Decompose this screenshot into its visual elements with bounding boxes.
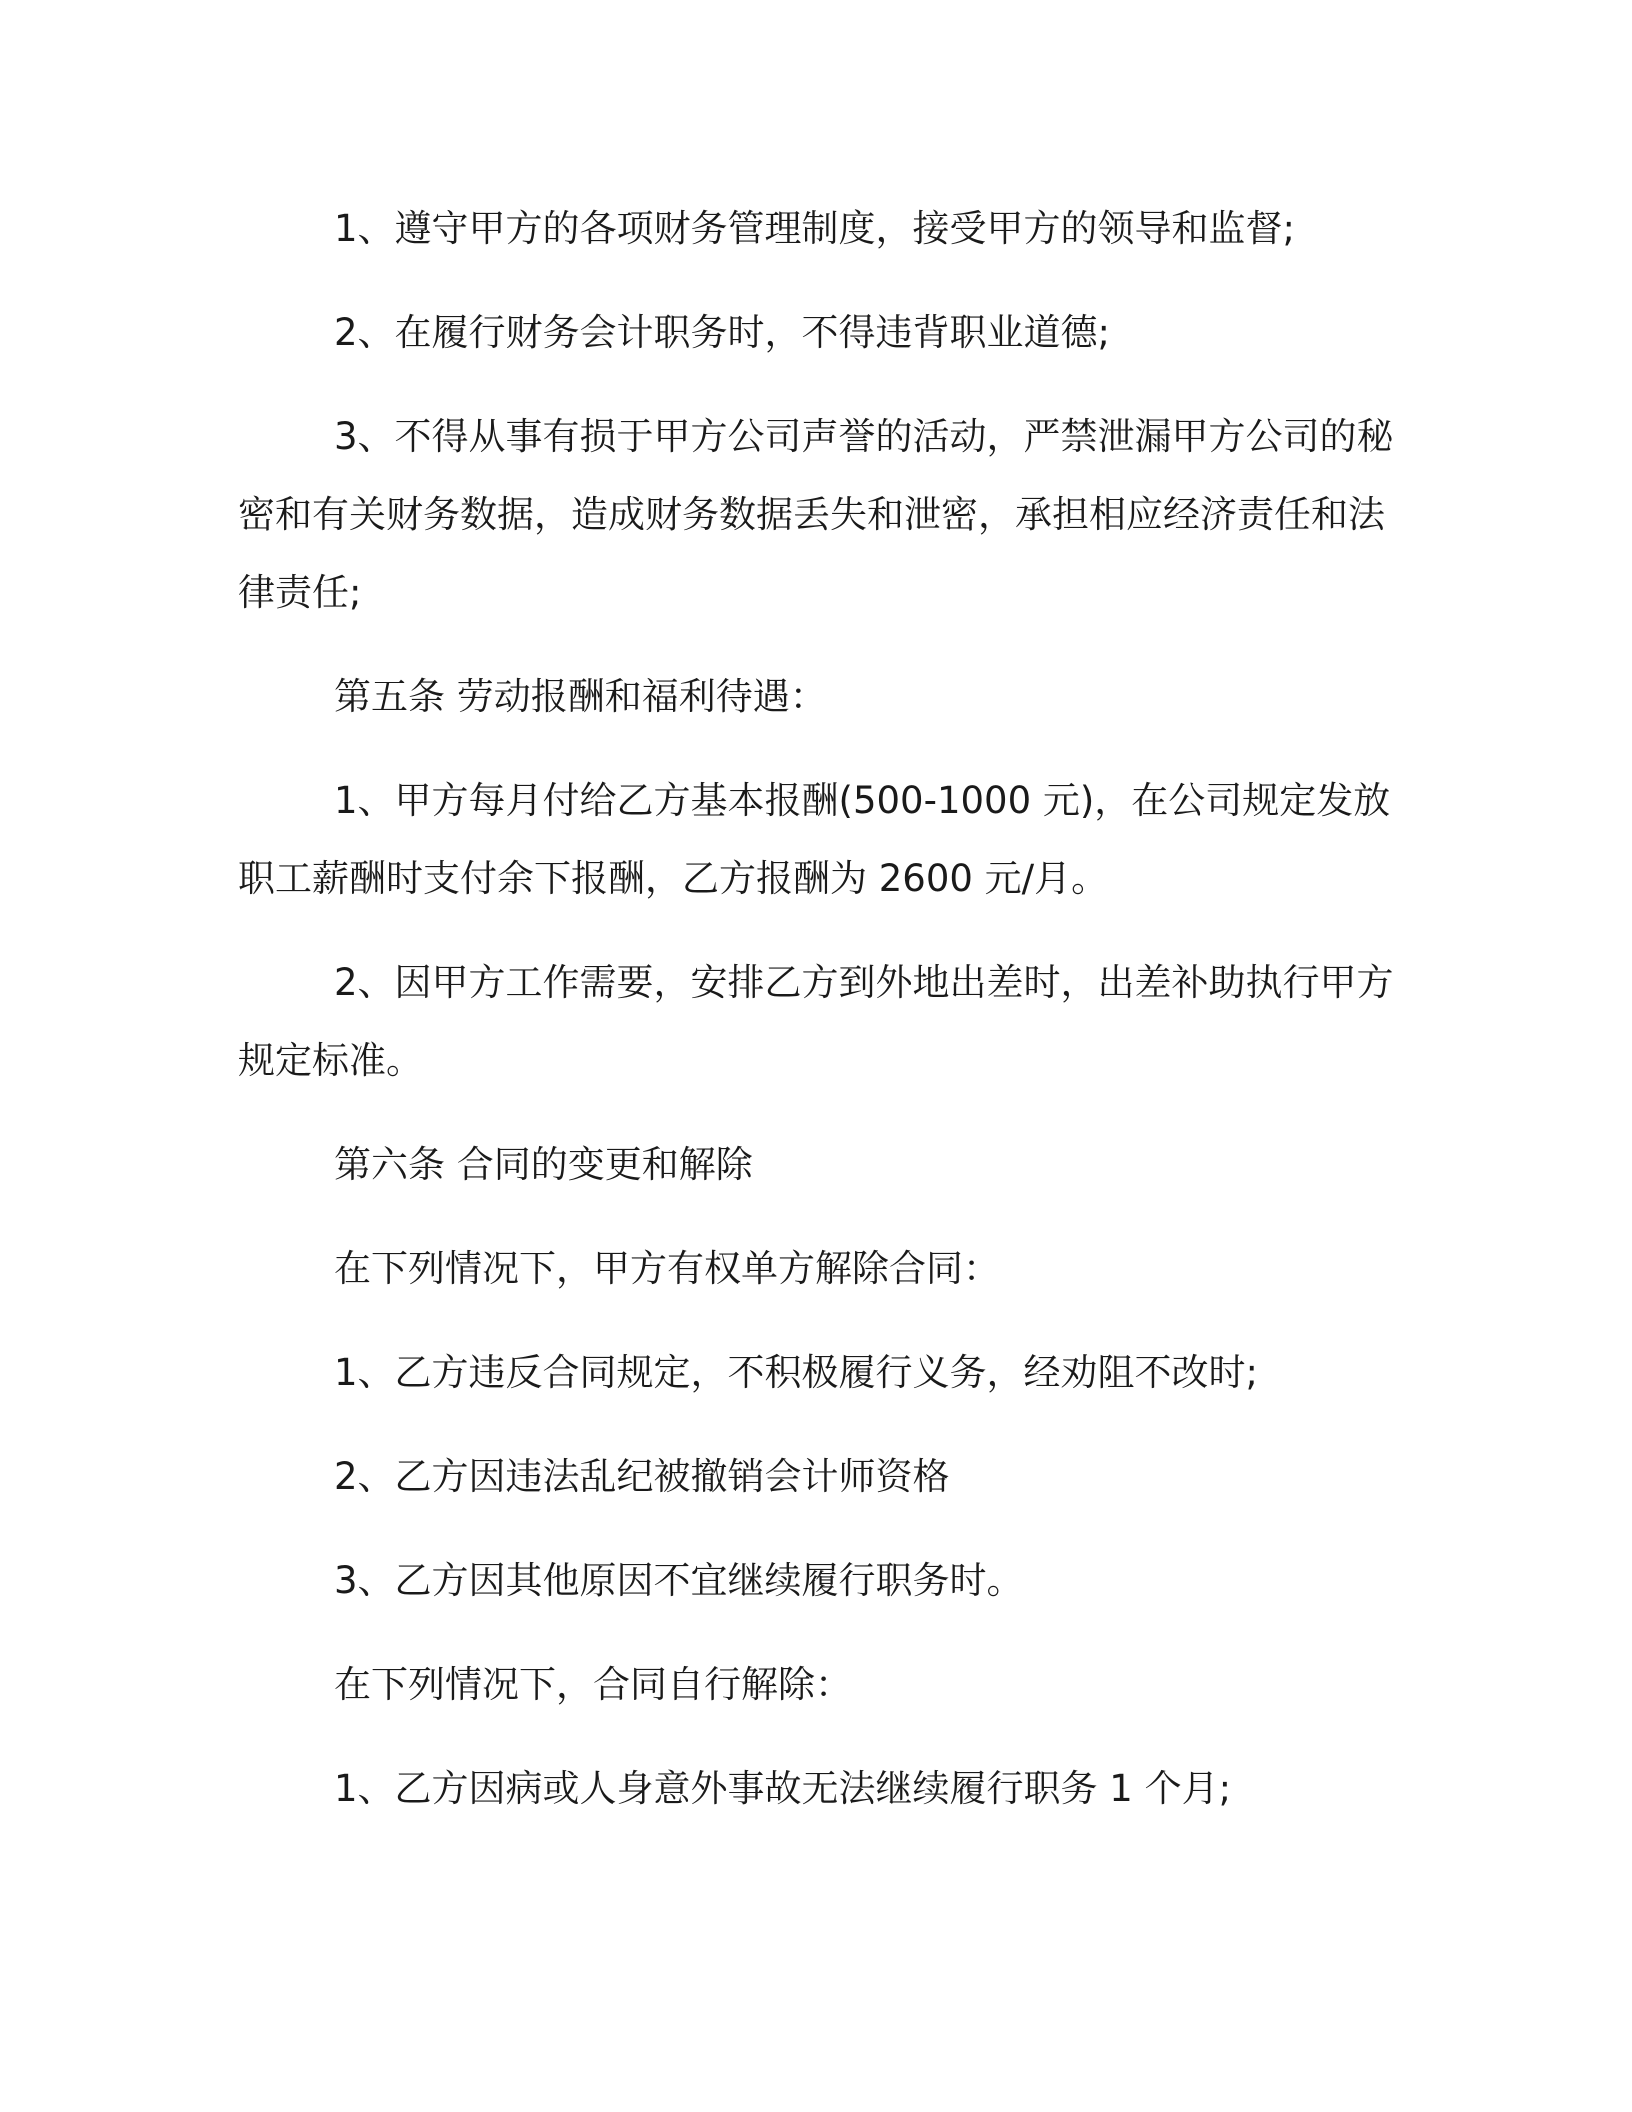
paragraph-5: 2、因甲方工作需要，安排乙方到外地出差时，出差补助执行甲方规定标准。 (238, 961, 1394, 1082)
document-body (238, 190, 1398, 1854)
paragraph-11: 1、乙方因病或人身意外事故无法继续履行职务 1 个月; (334, 1767, 1232, 1810)
section-heading-article-5: 第五条 劳动报酬和福利待遇： (334, 675, 827, 718)
paragraph-2: 2、在履行财务会计职务时，不得违背职业道德; (334, 311, 1111, 354)
paragraph-9: 3、乙方因其他原因不宜继续履行职务时。 (334, 1559, 1024, 1602)
paragraph-8: 2、乙方因违法乱纪被撤销会计师资格 (334, 1455, 950, 1498)
paragraph-3: 3、不得从事有损于甲方公司声誉的活动，严禁泄漏甲方公司的秘密和有关财务数据，造成财务数据丢失和泄密，承担相应经济责任和法律责任; (238, 415, 1394, 614)
section-heading-article-6: 第六条 合同的变更和解除 (334, 1143, 753, 1186)
paragraph-10: 在下列情况下，合同自行解除： (334, 1663, 852, 1706)
paragraph-7: 1、乙方违反合同规定，不积极履行义务，经劝阻不改时; (334, 1351, 1259, 1394)
paragraph-4: 1、甲方每月付给乙方基本报酬(500-1000 元)，在公司规定发放职工薪酬时支付余下报酬，乙方报酬为 2600 元/月。 (238, 779, 1391, 900)
paragraph-1: 1、遵守甲方的各项财务管理制度，接受甲方的领导和监督; (334, 207, 1296, 250)
paragraph-6: 在下列情况下，甲方有权单方解除合同： (334, 1247, 1000, 1290)
